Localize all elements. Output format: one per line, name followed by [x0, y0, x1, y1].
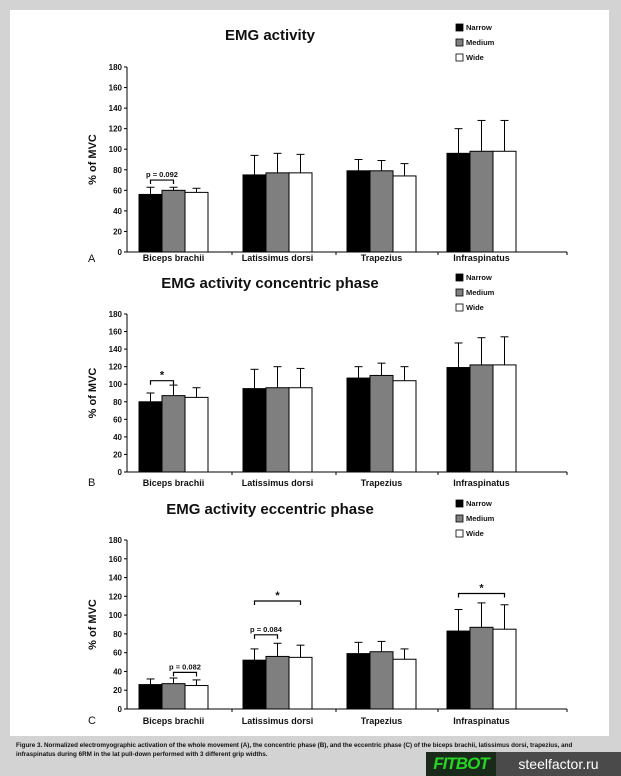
legend-label-wide: Wide	[466, 303, 484, 312]
category-label: Biceps brachii	[142, 253, 205, 263]
y-tick-label: 160	[108, 554, 122, 564]
significance-label: p = 0.082	[169, 662, 201, 672]
significance-bracket	[255, 635, 278, 639]
y-axis-label: % of MVC	[87, 367, 99, 419]
significance-label: p = 0.092	[146, 170, 178, 180]
y-tick-label: 140	[108, 345, 122, 355]
panel-letter: B	[88, 477, 96, 489]
bar-wide	[493, 629, 516, 709]
legend-label-wide: Wide	[466, 53, 484, 62]
legend-label-wide: Wide	[466, 529, 484, 538]
bar-narrow	[347, 171, 370, 252]
significance-label: *	[159, 369, 165, 382]
bar-medium	[162, 684, 185, 709]
category-label: Biceps brachii	[142, 478, 205, 488]
y-axis-label: % of MVC	[87, 134, 99, 185]
figure-panel	[10, 10, 609, 736]
significance-label: *	[275, 590, 280, 603]
bar-wide	[289, 657, 312, 709]
y-tick-label: 80	[113, 629, 122, 639]
y-tick-label: 0	[117, 468, 122, 477]
panel-letter: C	[88, 715, 96, 727]
legend-label-medium: Medium	[466, 288, 495, 297]
category-label: Latissimus dorsi	[241, 716, 314, 726]
y-tick-label: 120	[108, 362, 122, 372]
legend-label-medium: Medium	[466, 514, 495, 523]
legend-swatch-narrow	[456, 500, 463, 507]
charts-svg	[10, 10, 609, 736]
y-tick-label: 100	[108, 611, 122, 621]
y-tick-label: 80	[113, 397, 122, 407]
bar-narrow	[139, 194, 162, 252]
legend-swatch-medium	[456, 289, 463, 296]
y-tick-label: 40	[113, 667, 122, 677]
y-tick-label: 60	[113, 648, 122, 658]
category-label: Latissimus dorsi	[241, 253, 314, 263]
bar-narrow	[243, 389, 266, 472]
y-tick-label: 180	[108, 310, 122, 319]
category-label: Infraspinatus	[453, 253, 510, 263]
watermark-site: steelfactor.ru	[496, 752, 621, 776]
significance-bracket	[151, 180, 174, 184]
bar-medium	[266, 173, 289, 252]
bar-narrow	[447, 631, 470, 709]
significance-label: p = 0.084	[250, 624, 282, 634]
y-tick-label: 20	[113, 227, 122, 237]
bar-medium	[370, 171, 393, 252]
bar-wide	[185, 686, 208, 709]
category-label: Latissimus dorsi	[241, 478, 314, 488]
y-axis-label: % of MVC	[87, 599, 99, 650]
bar-wide	[393, 659, 416, 709]
bar-wide	[289, 388, 312, 472]
caption-text: Normalized electromyographic activation of the whole movement (A), the concentric phase (B), and the eccentric phase (C) of the biceps brachii, latissimus dorsi, trapezius, and infraspinatus during 6RM in the lat pull-down performed with 3 different grip widths.	[16, 742, 573, 758]
bar-narrow	[139, 402, 162, 472]
y-tick-label: 180	[108, 536, 122, 545]
bar-medium	[162, 396, 185, 472]
bar-wide	[493, 151, 516, 252]
y-tick-label: 100	[108, 145, 122, 155]
legend-swatch-wide	[456, 304, 463, 311]
legend-swatch-narrow	[456, 274, 463, 281]
bar-wide	[185, 397, 208, 472]
bar-wide	[493, 365, 516, 472]
chart-title: EMG activity eccentric phase	[166, 501, 374, 518]
bar-narrow	[447, 153, 470, 252]
y-tick-label: 60	[113, 415, 122, 425]
y-tick-label: 120	[108, 592, 122, 602]
bar-narrow	[347, 654, 370, 709]
bar-narrow	[243, 660, 266, 709]
significance-label: *	[479, 582, 484, 595]
category-label: Trapezius	[360, 478, 403, 488]
category-label: Infraspinatus	[453, 478, 510, 488]
bar-medium	[370, 652, 393, 709]
bar-narrow	[447, 368, 470, 472]
y-tick-label: 40	[113, 206, 122, 216]
bar-wide	[185, 192, 208, 252]
y-tick-label: 100	[108, 380, 122, 390]
bar-medium	[266, 656, 289, 709]
watermark	[426, 752, 621, 776]
bar-medium	[470, 151, 493, 252]
bar-medium	[470, 365, 493, 472]
panel-letter: A	[88, 253, 96, 265]
category-label: Trapezius	[360, 253, 403, 263]
y-tick-label: 20	[113, 450, 122, 460]
legend-swatch-wide	[456, 530, 463, 537]
legend-swatch-medium	[456, 39, 463, 46]
bar-wide	[393, 381, 416, 472]
y-tick-label: 20	[113, 686, 122, 696]
legend-swatch-narrow	[456, 24, 463, 31]
y-tick-label: 80	[113, 165, 122, 175]
bar-medium	[470, 627, 493, 709]
y-tick-label: 0	[117, 705, 122, 714]
watermark-logo: FITBOT	[426, 752, 496, 776]
category-label: Biceps brachii	[142, 716, 205, 726]
bar-medium	[162, 190, 185, 252]
y-tick-label: 140	[108, 573, 122, 583]
legend-swatch-wide	[456, 54, 463, 61]
y-tick-label: 140	[108, 104, 122, 114]
y-tick-label: 60	[113, 186, 122, 196]
bar-narrow	[347, 378, 370, 472]
legend-label-narrow: Narrow	[466, 273, 492, 282]
legend-swatch-medium	[456, 515, 463, 522]
bar-medium	[370, 375, 393, 472]
chart-title: EMG activity concentric phase	[161, 275, 379, 292]
y-tick-label: 40	[113, 432, 122, 442]
bar-wide	[393, 176, 416, 252]
y-tick-label: 160	[108, 327, 122, 337]
legend-label-medium: Medium	[466, 38, 495, 47]
category-label: Infraspinatus	[453, 716, 510, 726]
bar-narrow	[243, 175, 266, 252]
y-tick-label: 180	[108, 63, 122, 72]
bar-medium	[266, 388, 289, 472]
chart-title: EMG activity	[224, 27, 316, 44]
caption-label: Figure 3.	[16, 742, 43, 749]
significance-bracket	[174, 672, 197, 676]
category-label: Trapezius	[360, 716, 403, 726]
y-tick-label: 160	[108, 83, 122, 93]
legend-label-narrow: Narrow	[466, 23, 492, 32]
legend-label-narrow: Narrow	[466, 499, 492, 508]
y-tick-label: 120	[108, 124, 122, 134]
bar-wide	[289, 173, 312, 252]
bar-narrow	[139, 685, 162, 709]
y-tick-label: 0	[117, 248, 122, 257]
